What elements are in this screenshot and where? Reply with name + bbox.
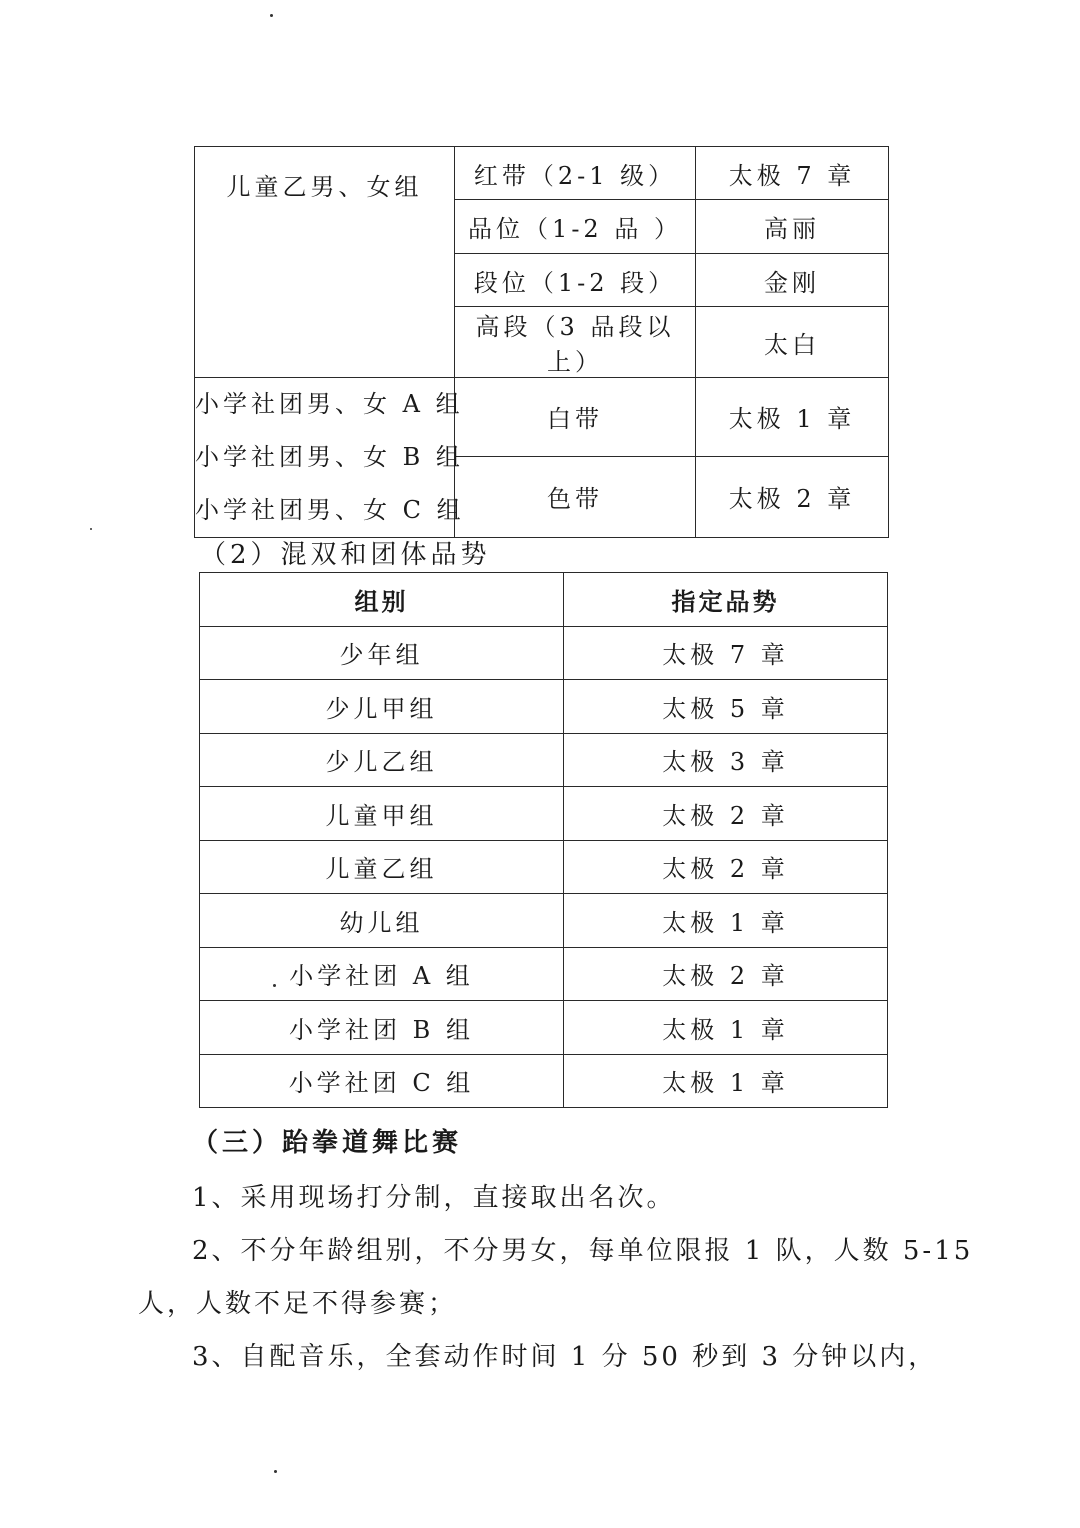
table-row bbox=[200, 894, 888, 948]
form-cell: 高丽 bbox=[696, 200, 889, 254]
table-row bbox=[200, 1054, 888, 1108]
rule-paragraph: 3、自配音乐，全套动作时间 1 分 50 秒到 3 分钟以内， bbox=[192, 1342, 938, 1372]
form-cell: 太极 1 章 bbox=[564, 894, 888, 948]
form-cell: 太极 2 章 bbox=[696, 456, 889, 537]
group-cell: 小学社团 C 组 bbox=[200, 1054, 564, 1108]
group-cell: 儿童乙男、女组 bbox=[195, 147, 455, 378]
table-row bbox=[200, 680, 888, 734]
level-cell: 品位（1-2 品 ） bbox=[455, 200, 696, 254]
group-line: 小学社团男、女 A 组 bbox=[195, 390, 464, 418]
form-cell: 太极 1 章 bbox=[696, 378, 889, 457]
rule-paragraph: 2、不分年龄组别，不分男女，每单位限报 1 队，人数 5-15 bbox=[192, 1236, 974, 1266]
form-cell: 太极 1 章 bbox=[564, 1001, 888, 1055]
table-row bbox=[200, 626, 888, 680]
table-row bbox=[195, 378, 889, 457]
team-forms-table bbox=[199, 572, 888, 1108]
column-header: 指定品势 bbox=[564, 573, 888, 627]
group-cell: 少儿甲组 bbox=[200, 680, 564, 734]
table-row bbox=[200, 733, 888, 787]
form-cell: 太极 5 章 bbox=[564, 680, 888, 734]
level-cell: 白带 bbox=[455, 378, 696, 457]
form-cell: 太极 3 章 bbox=[564, 733, 888, 787]
form-cell: 太极 2 章 bbox=[564, 947, 888, 1001]
form-cell: 太白 bbox=[696, 307, 889, 378]
column-header: 组别 bbox=[200, 573, 564, 627]
scan-speck bbox=[270, 14, 273, 17]
table-row bbox=[195, 147, 889, 200]
level-cell: 高段（3 品段以上） bbox=[455, 307, 696, 378]
section-heading: （三）跆拳道舞比赛 bbox=[192, 1128, 463, 1158]
table-row bbox=[200, 1001, 888, 1055]
form-cell: 太极 2 章 bbox=[564, 787, 888, 841]
form-cell: 太极 2 章 bbox=[564, 840, 888, 894]
group-cell: 儿童乙组 bbox=[200, 840, 564, 894]
level-cell: 色带 bbox=[455, 456, 696, 537]
level-cell: 段位（1-2 段） bbox=[455, 254, 696, 307]
group-line: 小学社团男、女 C 组 bbox=[195, 496, 465, 524]
form-cell: 太极 7 章 bbox=[696, 147, 889, 200]
table-header-row bbox=[200, 573, 888, 627]
table-row bbox=[200, 840, 888, 894]
rule-paragraph-continuation: 人，人数不足不得参赛； bbox=[138, 1289, 458, 1319]
form-cell: 太极 1 章 bbox=[564, 1054, 888, 1108]
form-cell: 太极 7 章 bbox=[564, 626, 888, 680]
group-cell: 少年组 bbox=[200, 626, 564, 680]
group-line: 小学社团男、女 B 组 bbox=[195, 443, 464, 471]
rule-paragraph: 1、采用现场打分制，直接取出名次。 bbox=[192, 1183, 676, 1213]
scan-speck bbox=[274, 1470, 277, 1473]
table-row bbox=[200, 787, 888, 841]
group-cell: 幼儿组 bbox=[200, 894, 564, 948]
group-cell: 儿童甲组 bbox=[200, 787, 564, 841]
form-cell: 金刚 bbox=[696, 254, 889, 307]
group-cell: 小学社团 B 组 bbox=[200, 1001, 564, 1055]
group-cell: 小学社团 A 组 bbox=[200, 947, 564, 1001]
individual-forms-table bbox=[194, 146, 889, 538]
group-cell: 少儿乙组 bbox=[200, 733, 564, 787]
section-heading: （2）混双和团体品势 bbox=[200, 540, 491, 570]
scan-speck bbox=[90, 528, 92, 530]
table-row bbox=[200, 947, 888, 1001]
level-cell: 红带（2-1 级） bbox=[455, 147, 696, 200]
group-cell bbox=[195, 378, 465, 538]
